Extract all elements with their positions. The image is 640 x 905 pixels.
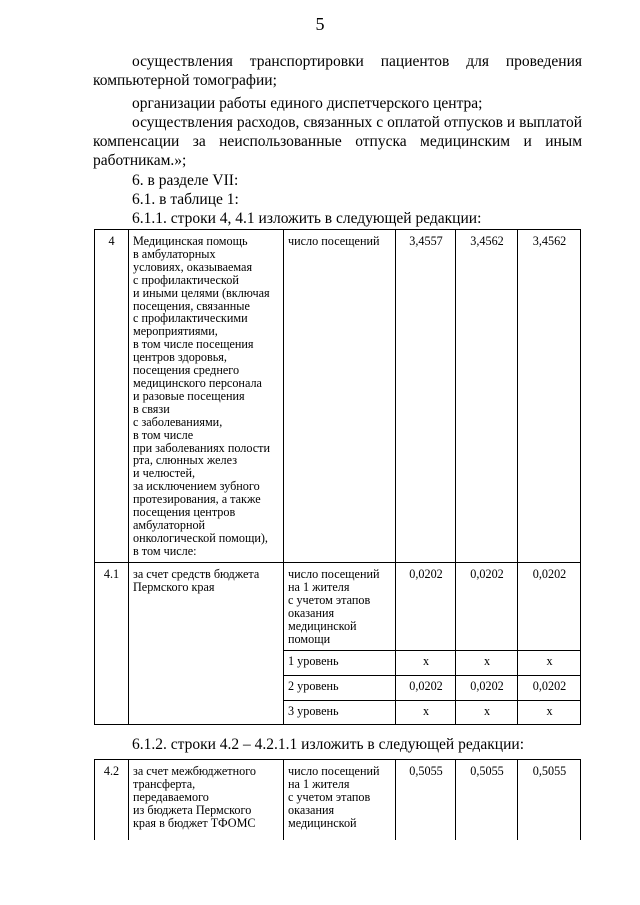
row-value-3: 0,5055 xyxy=(518,760,581,840)
table-row xyxy=(95,760,581,840)
word: транспортировки xyxy=(249,53,364,70)
word: пациентов xyxy=(380,53,450,70)
table-row xyxy=(95,563,581,651)
word: связанных xyxy=(303,114,373,131)
row-unit: число посещений на 1 жителя с учетом этапов оказания медицинской xyxy=(284,760,396,840)
word: осуществления xyxy=(132,114,233,131)
row-value-1: 3,4557 xyxy=(396,230,456,563)
row-value-2: 3,4562 xyxy=(456,230,518,563)
table-row xyxy=(95,230,581,563)
row-name: Медицинская помощь в амбулаторных условиях, оказываемая с профилактической и иными целями (включая посещения, связанные с профилактическими мероприятиями, в том числе посещения центров здоровья, посещения среднего медицинского персонала и разовые посещения в связи с заболеваниями, в том числе при заболеваниях полости рта, слюнных желез и челюстей, за исключением зубного протезирования, а также посещения центров амбулаторной онкологической помощи), в том числе: xyxy=(129,230,284,563)
word: за xyxy=(192,133,206,150)
item-6-1-2: 6.1.2. строки 4.2 – 4.2.1.1 изложить в следующей редакции: xyxy=(132,736,525,753)
paragraph-1-line-1 xyxy=(132,52,582,71)
level-value-1: 0,0202 xyxy=(396,676,456,701)
row-value-1: 0,0202 xyxy=(396,563,456,651)
level-label: 3 уровень xyxy=(284,701,396,725)
row-value-2: 0,5055 xyxy=(456,760,518,840)
level-value-2: x xyxy=(456,701,518,725)
paragraph-3-line-2 xyxy=(93,132,582,151)
row-unit: число посещений на 1 жителя с учетом этапов оказания медицинской помощи xyxy=(284,563,396,651)
word: осуществления xyxy=(132,53,233,70)
word: с оплатой xyxy=(376,114,440,131)
level-label: 2 уровень xyxy=(284,676,396,701)
item-6-1-1: 6.1.1. строки 4, 4.1 изложить в следующей редакции: xyxy=(132,210,482,227)
row-value-1: 0,5055 xyxy=(396,760,456,840)
item-6: 6. в разделе VII: xyxy=(132,172,239,189)
level-value-2: 0,0202 xyxy=(456,676,518,701)
word: расходов, xyxy=(236,114,300,131)
row-number: 4.2 xyxy=(95,760,129,840)
paragraph-3-line-1 xyxy=(132,113,582,132)
item-6-1: 6.1. в таблице 1: xyxy=(132,191,239,208)
row-name: за счет межбюджетного трансферта, передаваемого из бюджета Пермского края в бюджет ТФОМС xyxy=(129,760,284,840)
word: и иным xyxy=(523,133,583,150)
level-value-1: x xyxy=(396,701,456,725)
paragraph-3-line-3: работникам.»; xyxy=(93,152,187,169)
row-number: 4.1 xyxy=(95,563,129,725)
row-name: за счет средств бюджета Пермского края xyxy=(129,563,284,725)
row-number: 4 xyxy=(95,230,129,563)
word: для проведения xyxy=(466,53,583,70)
word: медицинским xyxy=(420,133,511,150)
word: отпуска xyxy=(355,133,407,150)
word: и выплатой xyxy=(506,114,583,131)
word: отпусков xyxy=(443,114,503,131)
row-unit: число посещений xyxy=(284,230,396,563)
row-value-3: 0,0202 xyxy=(518,563,581,651)
paragraph-1-line-2: компьютерной томографии; xyxy=(93,72,277,89)
level-value-3: x xyxy=(518,701,581,725)
row-value-3: 3,4562 xyxy=(518,230,581,563)
level-value-3: 0,0202 xyxy=(518,676,581,701)
page-number: 5 xyxy=(315,14,325,34)
word: компенсации xyxy=(93,133,180,150)
level-value-3: x xyxy=(518,651,581,676)
paragraph-2: организации работы единого диспетчерского центра; xyxy=(132,95,483,112)
row-value-2: 0,0202 xyxy=(456,563,518,651)
word: неиспользованные xyxy=(219,133,342,150)
table-row-4-2 xyxy=(94,759,581,840)
level-value-1: x xyxy=(396,651,456,676)
table-rows-4-4-1 xyxy=(94,229,581,725)
level-value-2: x xyxy=(456,651,518,676)
level-label: 1 уровень xyxy=(284,651,396,676)
